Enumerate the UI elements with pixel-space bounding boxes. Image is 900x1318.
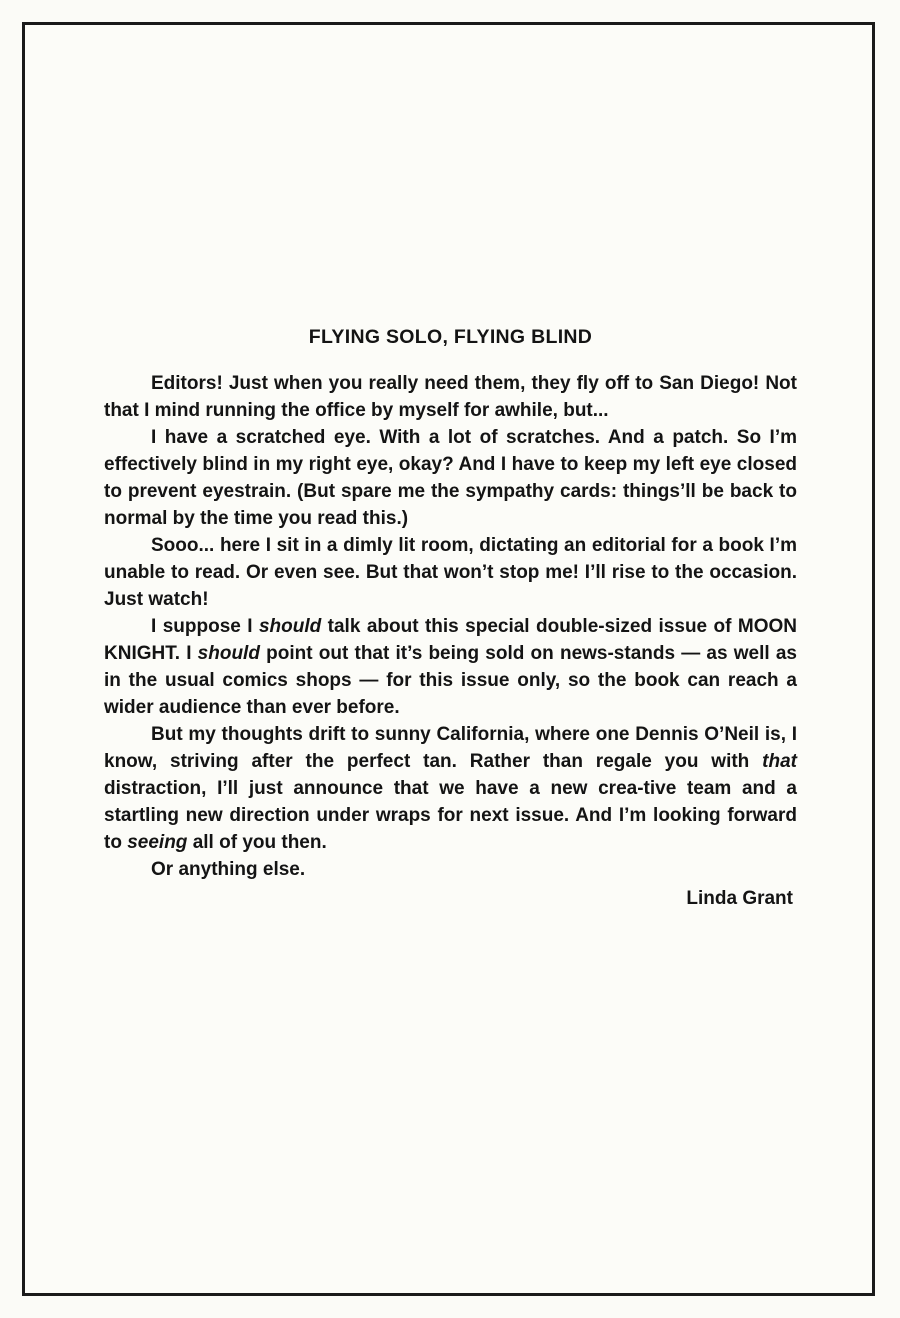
- paragraph-text: But my thoughts drift to sunny California, where one Dennis O’Neil is, I know, striving after the perfect tan. Rather than regale you with: [104, 724, 797, 772]
- paragraph-text: Sooo... here I sit in a dimly lit room, dictating an editorial for a book I’m unable to read. Or even see. But that won’t stop me! I’ll rise to the occasion. Just watch!: [104, 535, 797, 610]
- emphasis-text: should: [197, 643, 260, 664]
- emphasis-text: that: [762, 751, 797, 772]
- paragraph-text: point out that it’s being sold on news-stands — as well as in the usual comics shops — for this issue only, so the book can reach a wider audience than ever before.: [104, 643, 797, 718]
- emphasis-text: seeing: [127, 832, 188, 853]
- editorial-signature: Linda Grant: [686, 888, 793, 909]
- editorial-paragraph: [104, 721, 797, 856]
- paragraph-text: I suppose I: [151, 616, 259, 637]
- editorial-paragraph: [104, 613, 797, 721]
- paragraph-text: talk about this special double-sized issue of MOON KNIGHT. I: [104, 616, 797, 664]
- emphasis-text: should: [258, 616, 322, 637]
- editorial-column: [104, 322, 797, 912]
- paragraph-text: Editors! Just when you really need them, they fly off to San Diego! Not that I mind running the office by myself for awhile, but...: [104, 373, 797, 421]
- editorial-paragraph: [104, 856, 797, 883]
- editorial-paragraph: [104, 424, 797, 532]
- editorial-paragraph: [104, 532, 797, 613]
- paragraph-text: I have a scratched eye. With a lot of scratches. And a patch. So I’m effectively blind in my right eye, okay? And I have to keep my left eye closed to prevent eyestrain. (But spare me the sympathy cards: things’ll be back to normal by the time you read this.): [104, 427, 797, 529]
- paragraph-text: Or anything else.: [151, 859, 306, 880]
- paragraph-text: distraction, I’ll just announce that we have a new crea-tive team and a startling new direction under wraps for next issue. And I’m looking forward to: [104, 778, 797, 853]
- editorial-paragraph: [104, 370, 797, 424]
- editorial-body: [104, 370, 797, 883]
- editorial-title: FLYING SOLO, FLYING BLIND: [308, 326, 593, 348]
- paragraph-text: all of you then.: [187, 832, 327, 853]
